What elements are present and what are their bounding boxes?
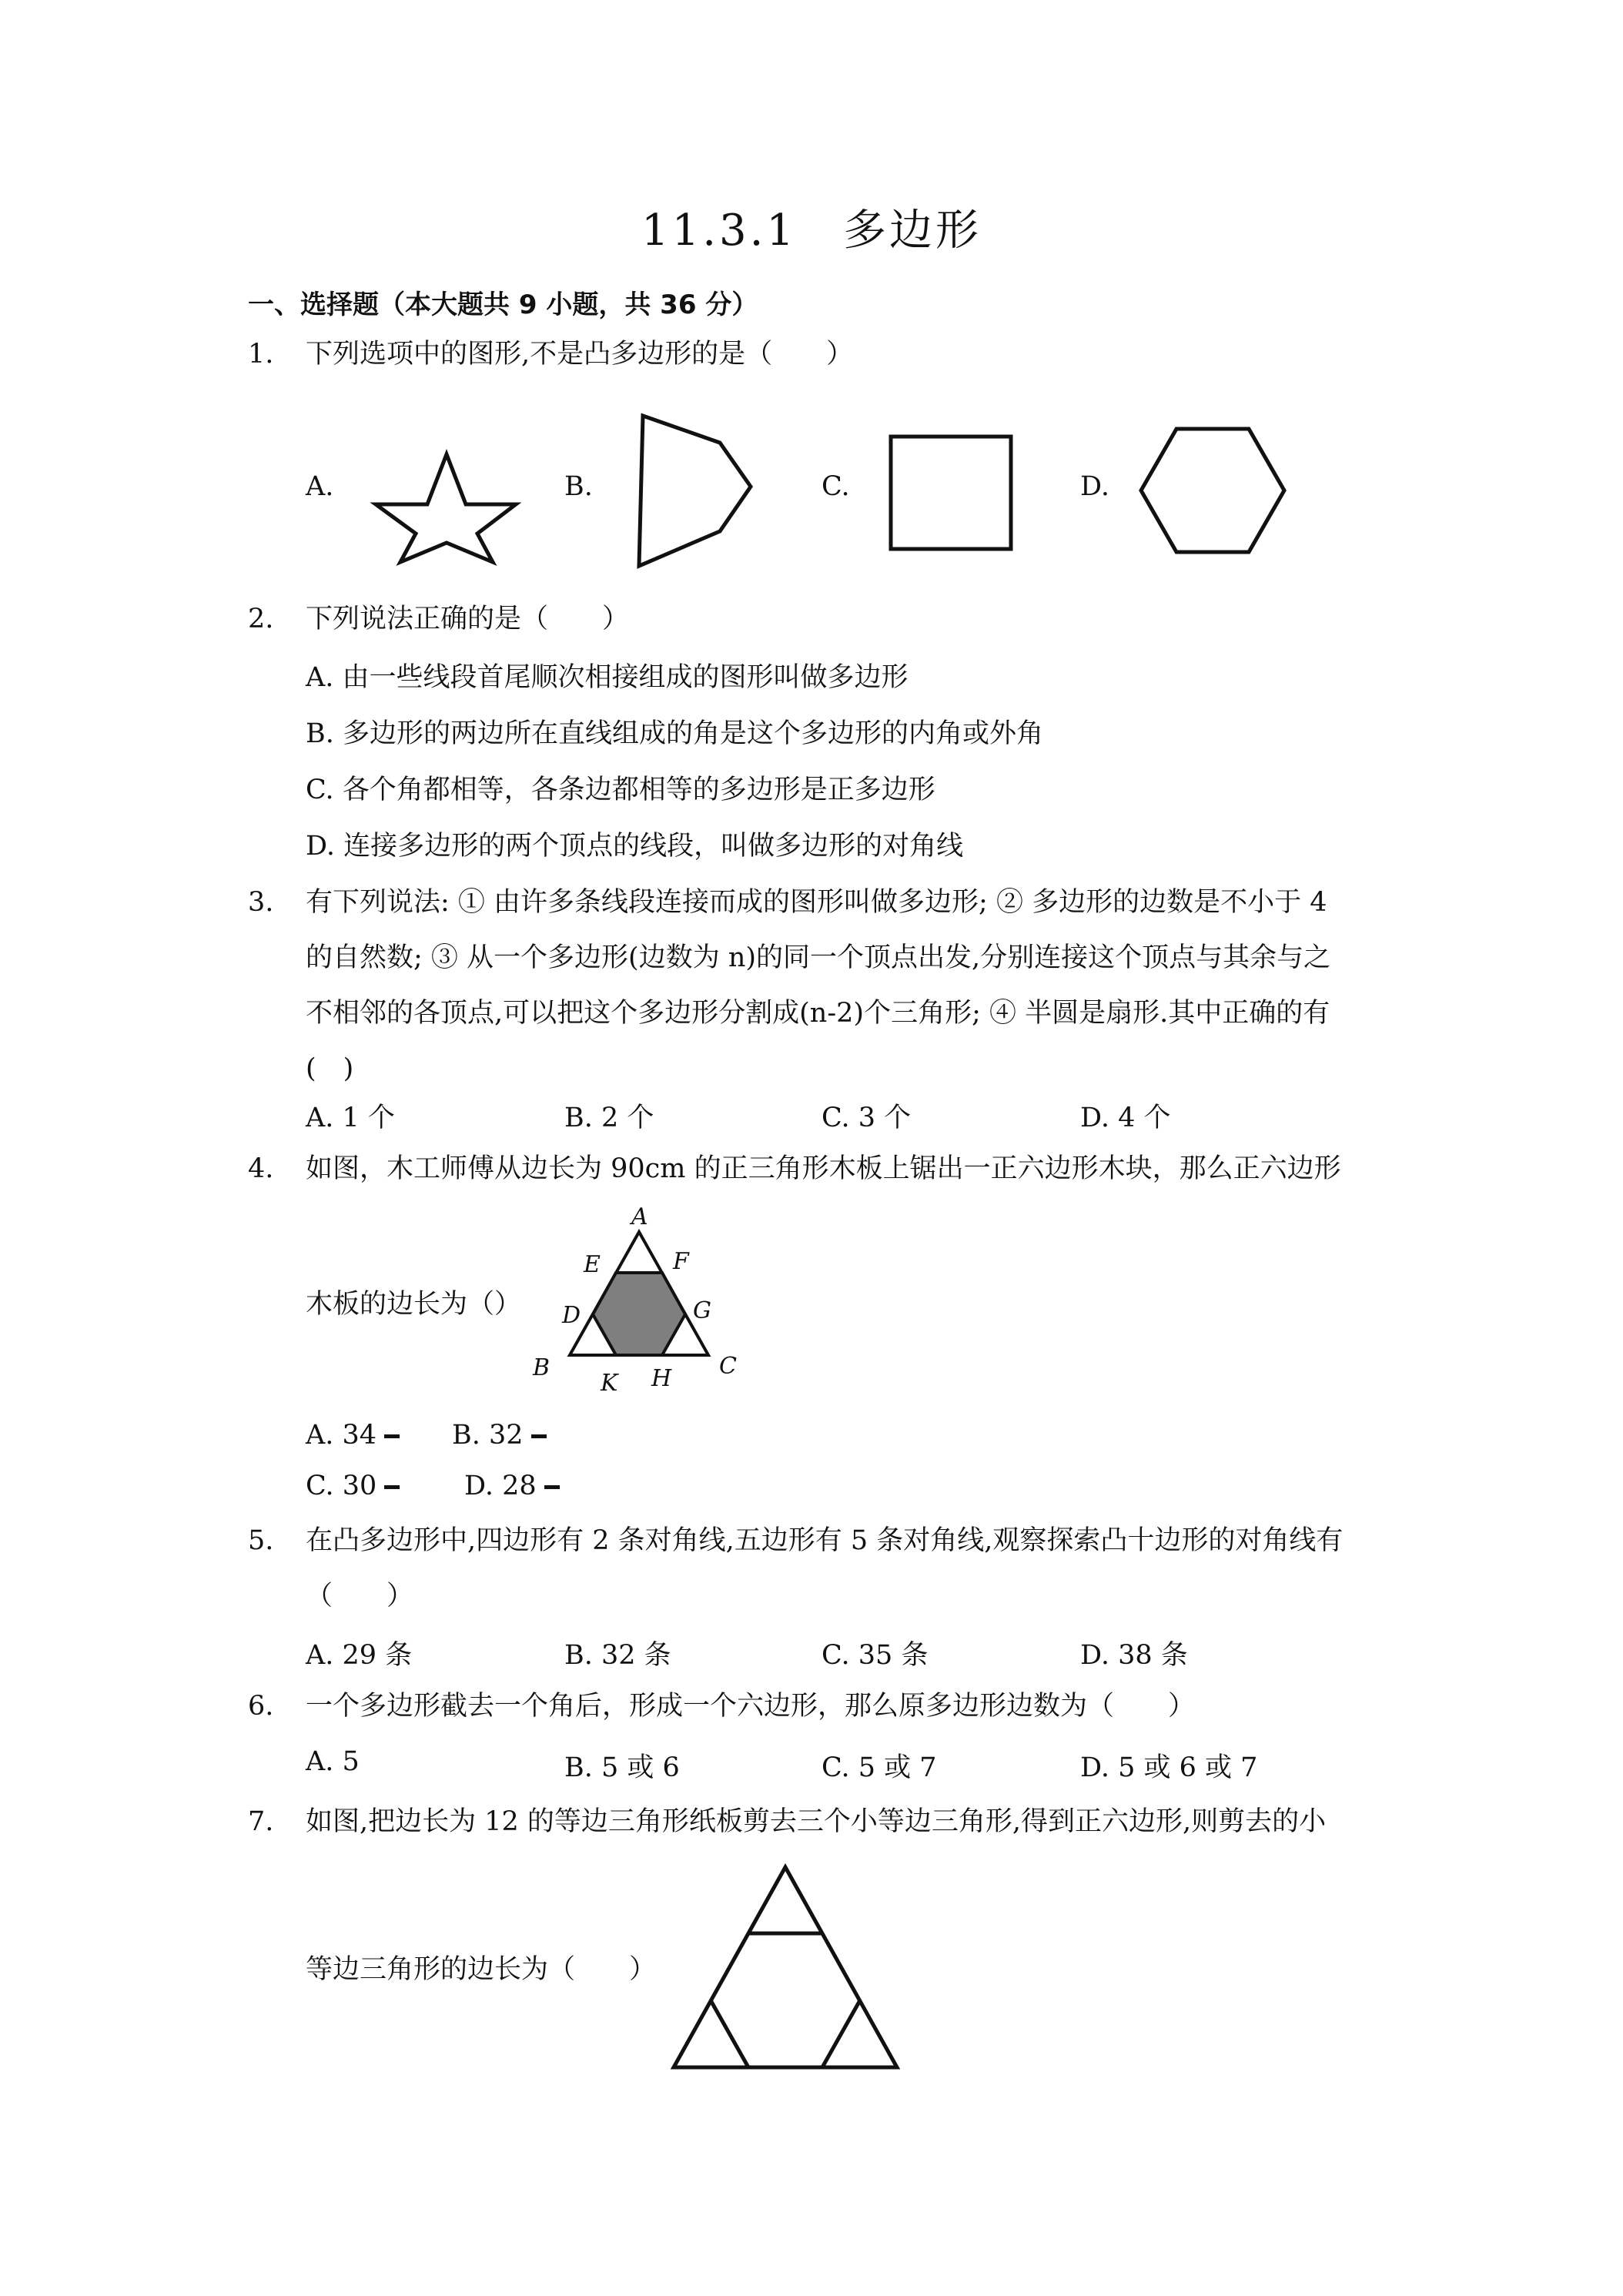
- q2-option-c: C. 各个角都相等，各条边都相等的多边形是正多边形: [306, 775, 935, 805]
- question-5-stem: 在凸多边形中,四边形有 2 条对角线,五边形有 5 条对角线,观察探索凸十边形的对角线有: [306, 1525, 1344, 1556]
- hexagon-shape-icon: [1139, 427, 1286, 554]
- q4-option-b-row: [452, 1420, 547, 1451]
- underline-mark: [531, 1434, 547, 1438]
- question-6-number: 6.: [248, 1691, 274, 1722]
- question-7-stem-2: 等边三角形的边长为（ ）: [306, 1954, 657, 1985]
- q1-option-b-label: B.: [564, 471, 593, 502]
- q1-option-c-label: C.: [822, 471, 850, 502]
- question-7-number: 7.: [248, 1806, 274, 1837]
- vertex-label-c: C: [719, 1353, 737, 1380]
- vertex-label-a: A: [631, 1203, 648, 1230]
- q5-option-d: D. 38 条: [1080, 1640, 1188, 1671]
- question-5-stem-2: （ ）: [306, 1581, 414, 1612]
- q4-option-c-row: [306, 1471, 400, 1501]
- cut-triangle-figure: [662, 1863, 909, 2079]
- question-3-line-1: 有下列说法: ① 由许多条线段连接而成的图形叫做多边形; ② 多边形的边数是不小于 4: [306, 887, 1327, 918]
- vertex-label-d: D: [562, 1302, 581, 1329]
- q3-option-c: C. 3 个: [822, 1103, 912, 1133]
- q1-option-a-label: A.: [306, 471, 334, 502]
- question-4-number: 4.: [248, 1153, 274, 1184]
- q5-option-a: A. 29 条: [306, 1640, 413, 1671]
- question-7-stem: 如图,把边长为 12 的等边三角形纸板剪去三个小等边三角形,得到正六边形,则剪去的小: [306, 1806, 1327, 1837]
- q4-option-d: D. 28: [464, 1471, 537, 1501]
- question-1-number: 1.: [248, 339, 274, 370]
- vertex-label-g: G: [693, 1297, 711, 1324]
- q1-option-d-label: D.: [1080, 471, 1109, 502]
- vertex-label-h: H: [651, 1365, 672, 1392]
- pentagon-shape-icon: [635, 416, 751, 570]
- underline-mark: [544, 1485, 560, 1489]
- question-6-stem: 一个多边形截去一个角后，形成一个六边形，那么原多边形边数为（ ）: [306, 1691, 1196, 1722]
- question-3-line-4: ( ): [306, 1053, 354, 1084]
- q2-option-b: B. 多边形的两边所在直线组成的角是这个多边形的内角或外角: [306, 718, 1043, 749]
- section-heading: 一、选择题（本大题共 9 小题，共 36 分）: [248, 290, 758, 320]
- question-5-number: 5.: [248, 1525, 274, 1556]
- q6-option-b: B. 5 或 6: [564, 1752, 680, 1783]
- q4-option-c: C. 30: [306, 1471, 377, 1501]
- q3-option-b: B. 2 个: [564, 1103, 654, 1133]
- q2-option-a: A. 由一些线段首尾顺次相接组成的图形叫做多边形: [306, 662, 909, 693]
- triangle-hexagon-figure: [531, 1201, 762, 1401]
- square-shape-icon: [889, 435, 1012, 551]
- q2-option-d: D. 连接多边形的两个顶点的线段，叫做多边形的对角线: [306, 831, 964, 862]
- star-shape-icon: [362, 454, 531, 562]
- q6-option-c: C. 5 或 7: [822, 1752, 937, 1783]
- vertex-label-b: B: [533, 1354, 550, 1381]
- vertex-label-f: F: [673, 1248, 689, 1275]
- q4-option-d-row: [464, 1471, 560, 1501]
- underline-mark: [384, 1434, 400, 1438]
- q5-option-c: C. 35 条: [822, 1640, 929, 1671]
- q6-option-d: D. 5 或 6 或 7: [1080, 1752, 1258, 1783]
- vertex-label-k: K: [601, 1370, 618, 1397]
- q4-option-a: A. 34: [306, 1420, 377, 1451]
- question-3-number: 3.: [248, 887, 274, 918]
- q6-option-a: A. 5: [306, 1746, 360, 1777]
- q5-option-b: B. 32 条: [564, 1640, 671, 1671]
- question-4-stem-2: 木板的边长为（）: [306, 1289, 522, 1320]
- underline-mark: [384, 1485, 400, 1489]
- question-1-stem: 下列选项中的图形,不是凸多边形的是（ ）: [306, 339, 854, 370]
- question-2-number: 2.: [248, 604, 274, 634]
- page-title: 11.3.1 多边形: [641, 206, 982, 256]
- q3-option-a: A. 1 个: [306, 1103, 395, 1133]
- question-2-stem: 下列说法正确的是（ ）: [306, 604, 630, 634]
- question-3-line-2: 的自然数; ③ 从一个多边形(边数为 n)的同一个顶点出发,分别连接这个顶点与其余与之: [306, 942, 1331, 973]
- vertex-label-e: E: [584, 1251, 601, 1278]
- q4-option-a-row: [306, 1420, 400, 1451]
- q4-option-b: B. 32: [452, 1420, 524, 1451]
- question-4-stem: 如图，木工师傅从边长为 90cm 的正三角形木板上锯出一正六边形木块，那么正六边形: [306, 1153, 1341, 1184]
- q3-option-d: D. 4 个: [1080, 1103, 1171, 1133]
- question-3-line-3: 不相邻的各顶点,可以把这个多边形分割成(n-2)个三角形; ④ 半圆是扇形.其中正确的有: [306, 998, 1330, 1029]
